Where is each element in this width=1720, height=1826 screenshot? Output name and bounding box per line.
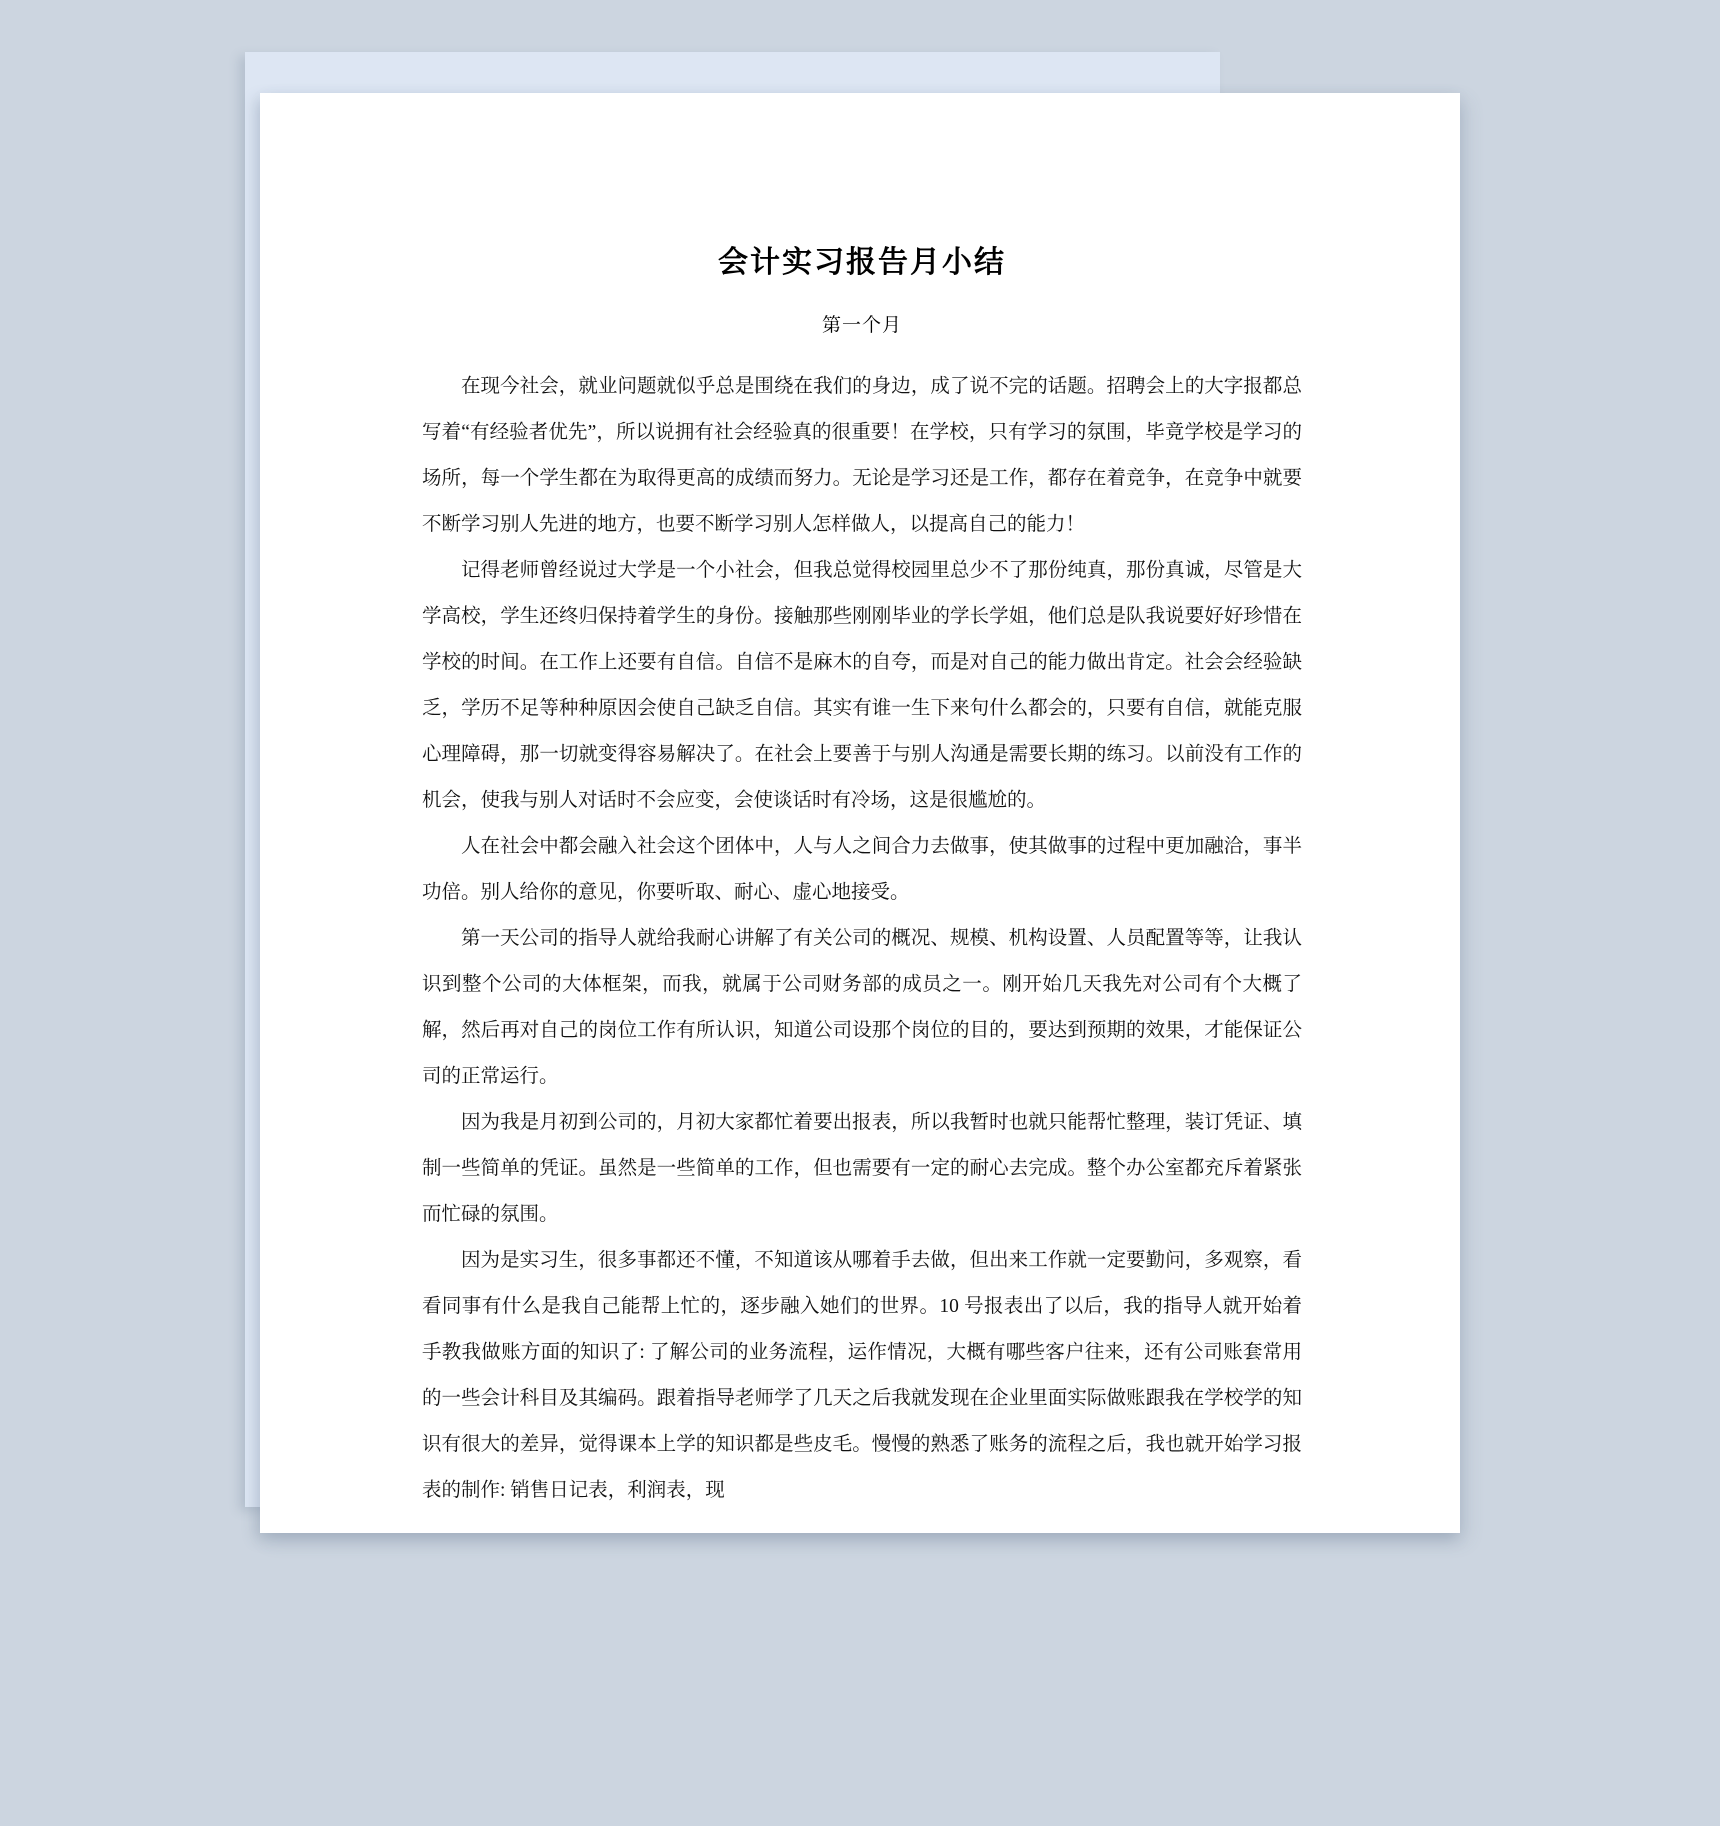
page-title: 会计实习报告月小结 [718,246,1006,279]
paragraph-4: 第一天公司的指导人就给我耐心讲解了有关公司的概况、规模、机构设置、人员配置等等，让我认识到整个公司的大体框架，而我，就属于公司财务部的成员之一。刚开始几天我先对公司有个大概了解，然后再对自己的岗位工作有所认识，知道公司设那个岗位的目的，要达到预期的效果，才能保证公司的正常运行。 [422,927,1302,1087]
paragraph-1: 在现今社会，就业问题就似乎总是围绕在我们的身边，成了说不完的话题。招聘会上的大字报都总写着“有经验者优先”，所以说拥有社会经验真的很重要！在学校，只有学习的氛围，毕竟学校是学习的场所，每一个学生都在为取得更高的成绩而努力。无论是学习还是工作，都存在着竞争，在竞争中就要不断学习别人先进的地方，也要不断学习别人怎样做人，以提高自己的能力！ [422,375,1302,535]
paragraph-6: 因为是实习生，很多事都还不懂，不知道该从哪着手去做，但出来工作就一定要勤问，多观察，看看同事有什么是我自己能帮上忙的，逐步融入她们的世界。10 号报表出了以后，我的指导人就开始着手教我做账方面的知识了: 了解公司的业务流程，运作情况，大概有哪些客户往来，还有公司账套常用的一些会计科目及其编码。跟着指导老师学了几天之后我就发现在企业里面实际做账跟我在学校学的知识有很大的差异，觉得课本上学的知识都是些皮毛。慢慢的熟悉了账务的流程之后，我也就开始学习报表的制作: 销售日记表，利润表，现 [422,1249,1302,1501]
document-page [260,93,1460,1533]
page-content [422,245,1302,1514]
paragraph-3: 人在社会中都会融入社会这个团体中，人与人之间合力去做事，使其做事的过程中更加融洽，事半功倍。别人给你的意见，你要听取、耐心、虚心地接受。 [422,835,1302,903]
paragraph-5: 因为我是月初到公司的，月初大家都忙着要出报表，所以我暂时也就只能帮忙整理，装订凭证、填制一些简单的凭证。虽然是一些简单的工作，但也需要有一定的耐心去完成。整个办公室都充斥着紧张而忙碌的氛围。 [422,1111,1302,1225]
document-subtitle: 第一个月 [821,315,902,336]
paragraph-2: 记得老师曾经说过大学是一个小社会，但我总觉得校园里总少不了那份纯真，那份真诚，尽管是大学高校，学生还终归保持着学生的身份。接触那些刚刚毕业的学长学姐，他们总是队我说要好好珍惜在学校的时间。在工作上还要有自信。自信不是麻木的自夸，而是对自己的能力做出肯定。社会会经验缺乏，学历不足等种种原因会使自己缺乏自信。其实有谁一生下来句什么都会的，只要有自信，就能克服心理障碍，那一切就变得容易解决了。在社会上要善于与别人沟通是需要长期的练习。以前没有工作的机会，使我与别人对话时不会应变，会使谈话时有冷场，这是很尴尬的。 [422,559,1302,811]
